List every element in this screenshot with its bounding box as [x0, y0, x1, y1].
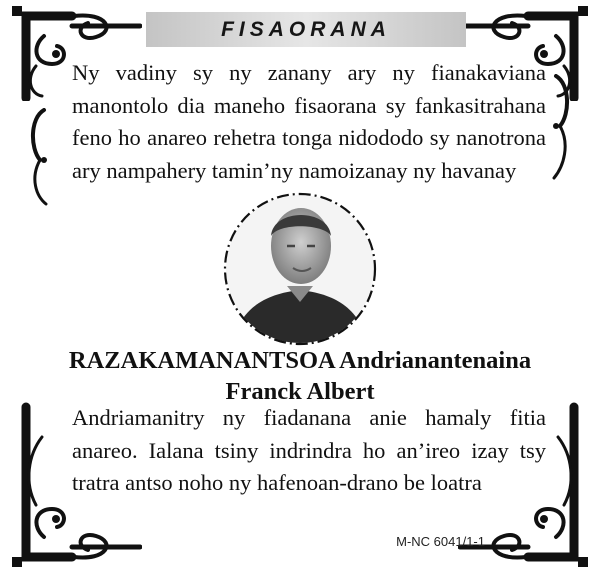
header-banner: [146, 12, 466, 47]
header-title: FISAORANA: [221, 17, 391, 41]
intro-paragraph: Ny vadiny sy ny zanany ary ny fianakaviana manontolo dia maneho fisaorana sy fankasitrahana feno ho anareo rehetra tonga nidododo sy nanotrona ary nampahery tamin’ny namoizanay ny havanay: [72, 60, 546, 183]
border-bar-right-icon: [548, 74, 578, 184]
blessing-paragraph: Andriamanitry ny fiadanana anie hamaly fitia anareo. Ialana tsiny indrindra ho an’ireo izay tsy tratra antso noho ny hafenoan-drano be loatra: [72, 405, 546, 495]
reference-code: M-NC 6041/1-1: [396, 534, 485, 549]
border-bar-left-icon: [22, 108, 52, 208]
deceased-name-line1: RAZAKAMANANTSOA Andrianantenaina: [68, 347, 532, 374]
deceased-name-line2: Franck Albert: [225, 378, 375, 405]
portrait-photo: [221, 190, 379, 348]
